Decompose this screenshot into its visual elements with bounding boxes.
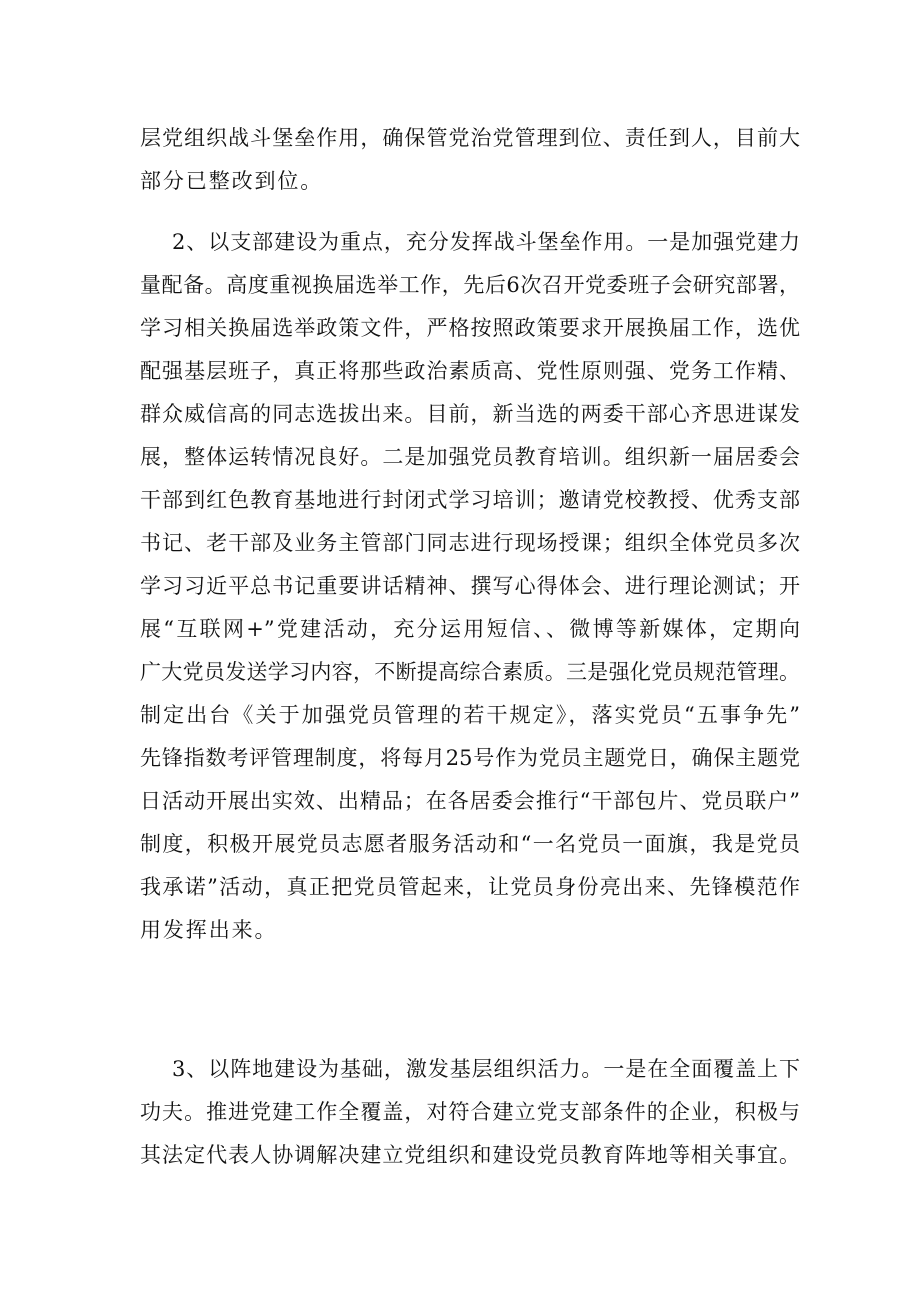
text-line: 书记、老干部及业务主管部门同志进行现场授课；组织全体党员多次 xyxy=(140,531,800,555)
text-line: 其法定代表人协调解决建立党组织和建设党员教育阵地等相关事宜。 xyxy=(140,1143,800,1167)
text-line: 用发挥出来。 xyxy=(140,918,278,942)
text-line: 展，整体运转情况良好。二是加强党员教育培训。组织新一届居委会 xyxy=(140,445,800,469)
text-line: 日活动开展出实效、出精品；在各居委会推行“干部包片、党员联户” xyxy=(140,789,800,813)
text-line: 部分已整改到位。 xyxy=(140,169,324,193)
text-line: 学习相关换届选举政策文件，严格按照政策要求开展换届工作，选优 xyxy=(140,316,800,340)
text-line: 干部到红色教育基地进行封闭式学习培训；邀请党校教授、优秀支部 xyxy=(140,488,800,512)
text-line: 制度，积极开展党员志愿者服务活动和“一名党员一面旗，我是党员 xyxy=(140,832,800,856)
text-line: 群众威信高的同志选拔出来。目前，新当选的两委干部心齐思进谋发 xyxy=(140,402,800,426)
text-line: 层党组织战斗堡垒作用，确保管党治党管理到位、责任到人，目前大 xyxy=(140,126,800,150)
text-line: 量配备。高度重视换届选举工作，先后6次召开党委班子会研究部署， xyxy=(140,273,800,297)
text-line: 学习习近平总书记重要讲话精神、撰写心得体会、进行理论测试；开 xyxy=(140,574,800,598)
text-line: 我承诺”活动，真正把党员管起来，让党员身份亮出来、先锋模范作 xyxy=(140,875,800,899)
text-line: 先锋指数考评管理制度，将每月25号作为党员主题党日，确保主题党 xyxy=(140,746,800,770)
paragraph-heading-line: 3、以阵地建设为基础，激发基层组织活力。一是在全面覆盖上下 xyxy=(172,1057,800,1081)
text-line: 功夫。推进党建工作全覆盖，对符合建立党支部条件的企业，积极与 xyxy=(140,1100,800,1124)
paragraph-heading-line: 2、以支部建设为重点，充分发挥战斗堡垒作用。一是加强党建力 xyxy=(172,230,800,254)
text-line: 广大党员发送学习内容，不断提高综合素质。三是强化党员规范管理。 xyxy=(140,660,800,684)
text-line: 配强基层班子，真正将那些政治素质高、党性原则强、党务工作精、 xyxy=(140,359,800,383)
text-line: 展“互联网+”党建活动，充分运用短信、、微博等新媒体，定期向 xyxy=(140,617,800,641)
text-line: 制定出台《关于加强党员管理的若干规定》，落实党员“五事争先” xyxy=(140,703,800,727)
